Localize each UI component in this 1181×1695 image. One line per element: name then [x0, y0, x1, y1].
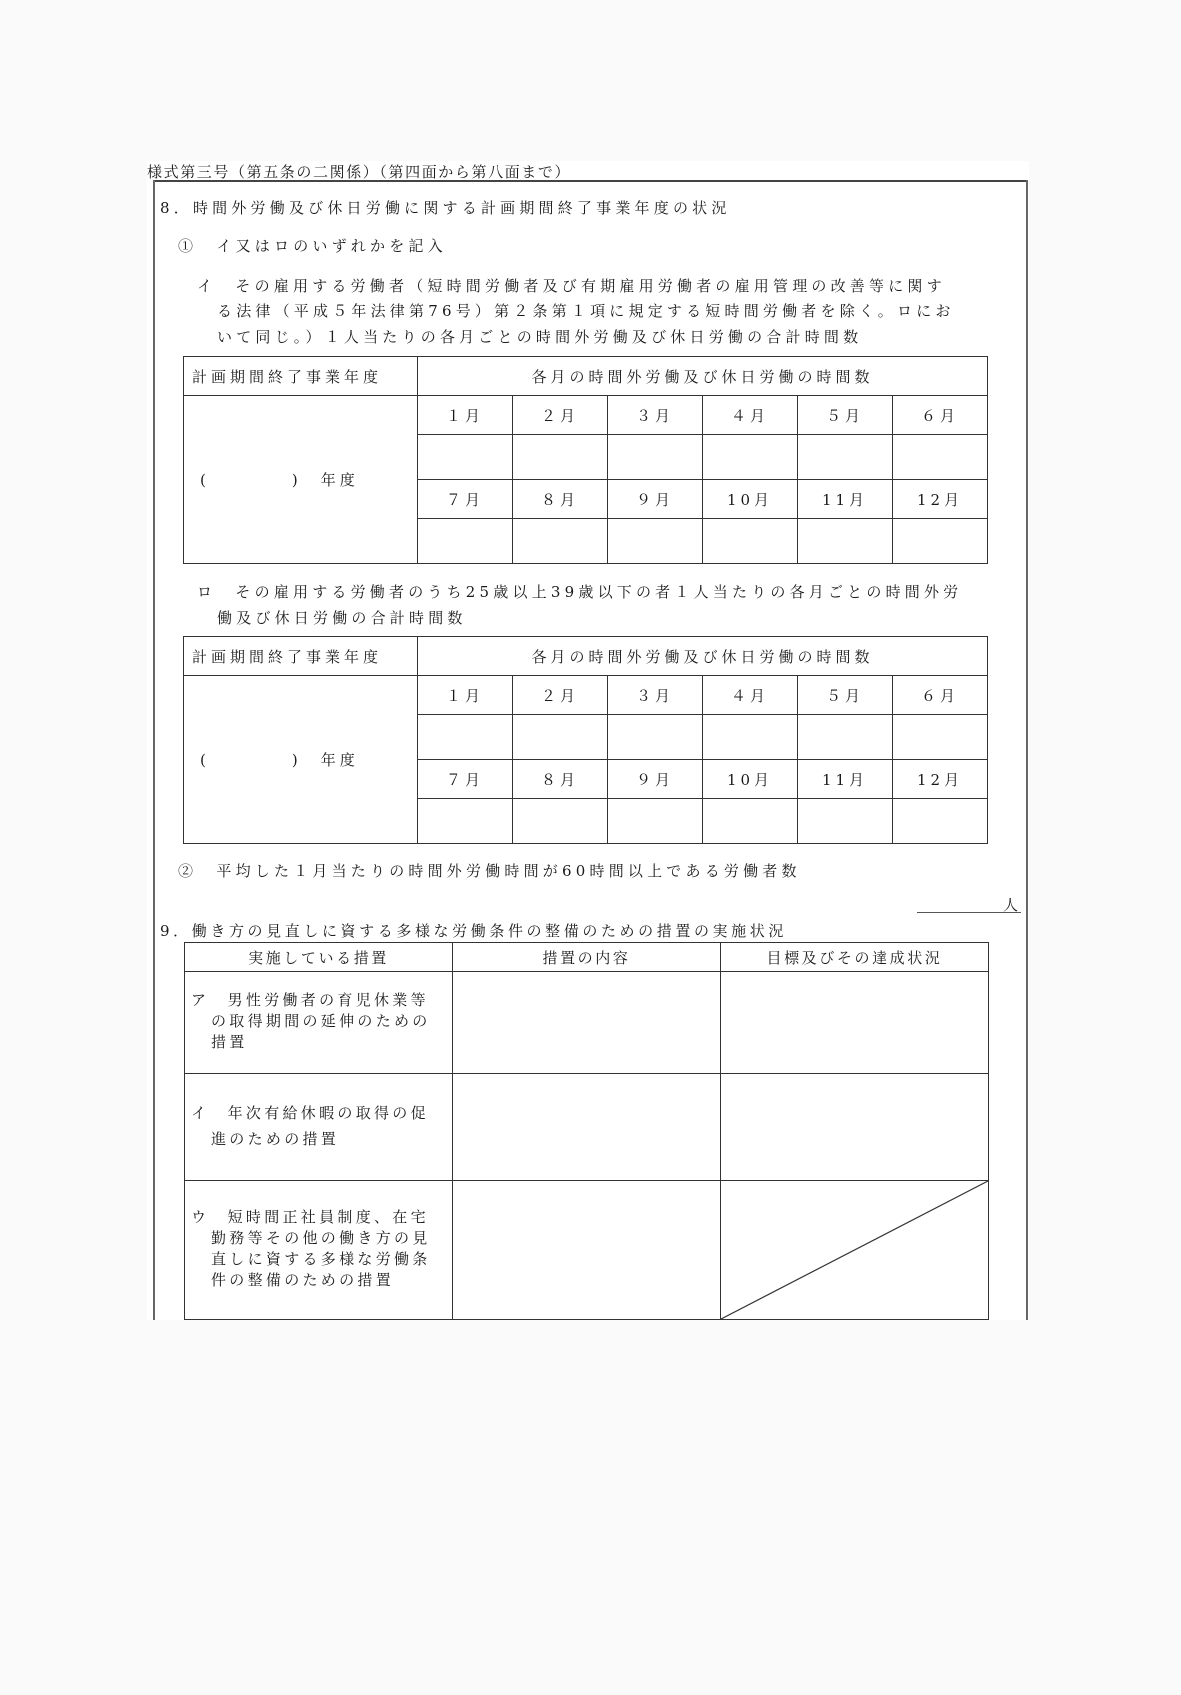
goal-status-not-applicable	[721, 1181, 989, 1320]
section8-title: 8．時間外労働及び休日労働に関する計画期間終了事業年度の状況	[160, 199, 731, 217]
hours-input-sep[interactable]	[608, 799, 703, 844]
section8-item1-label: ① イ又はロのいずれかを記入	[178, 237, 447, 255]
month-label: ８月	[513, 760, 608, 799]
table-row	[185, 1181, 989, 1320]
diagonal-strike-icon	[721, 1181, 988, 1319]
hours-input-jul[interactable]	[418, 799, 513, 844]
hours-input-dec[interactable]	[893, 799, 988, 844]
hours-input-nov[interactable]	[798, 799, 893, 844]
month-label: ４月	[703, 396, 798, 435]
measure-label-a: ア 男性労働者の育児休業等 の取得期間の延伸のための 措置	[185, 972, 453, 1074]
hours-input-jun[interactable]	[893, 715, 988, 760]
hours-input-may[interactable]	[798, 435, 893, 480]
measure-header: 実施している措置	[185, 943, 453, 972]
hours-input-sep[interactable]	[608, 519, 703, 564]
month-label: ６月	[893, 396, 988, 435]
goal-status-input[interactable]	[721, 972, 989, 1074]
measures-table	[184, 942, 989, 1320]
month-label: ９月	[608, 760, 703, 799]
hours-input-mar[interactable]	[608, 435, 703, 480]
measure-content-input[interactable]	[453, 1074, 721, 1181]
month-label: ８月	[513, 480, 608, 519]
fiscal-year-field[interactable]: ( ) 年度	[184, 676, 418, 844]
section8-item2-label: ② 平均した１月当たりの時間外労働時間が60時間以上である労働者数	[178, 862, 801, 880]
monthly-hours-header: 各月の時間外労働及び休日労働の時間数	[418, 357, 988, 396]
section9-title: 9．働き方の見直しに資する多様な労働条件の整備のための措置の実施状況	[160, 922, 787, 940]
hours-input-oct[interactable]	[703, 799, 798, 844]
hours-input-aug[interactable]	[513, 519, 608, 564]
hours-input-dec[interactable]	[893, 519, 988, 564]
content-header: 措置の内容	[453, 943, 721, 972]
hours-input-aug[interactable]	[513, 799, 608, 844]
measure-label-u: ウ 短時間正社員制度、在宅 勤務等その他の働き方の見 直しに資する多様な労働条 件の整備のための措置	[185, 1181, 453, 1320]
month-label: 12月	[893, 480, 988, 519]
fiscal-year-header: 計画期間終了事業年度	[184, 637, 418, 676]
goal-status-input[interactable]	[721, 1074, 989, 1181]
hours-input-apr[interactable]	[703, 435, 798, 480]
table-row	[185, 972, 989, 1074]
worker-count-unit: 人	[1003, 896, 1019, 914]
month-label: ７月	[418, 760, 513, 799]
measure-label-i: イ 年次有給休暇の取得の促 進のための措置	[185, 1074, 453, 1181]
month-label: １月	[418, 396, 513, 435]
hours-input-feb[interactable]	[513, 715, 608, 760]
month-label: ４月	[703, 676, 798, 715]
fiscal-year-field[interactable]: ( ) 年度	[184, 396, 418, 564]
month-label: ５月	[798, 396, 893, 435]
month-label: ６月	[893, 676, 988, 715]
month-label: 12月	[893, 760, 988, 799]
fiscal-year-header: 計画期間終了事業年度	[184, 357, 418, 396]
frame-border-top	[153, 180, 1028, 182]
hours-input-feb[interactable]	[513, 435, 608, 480]
table-row	[185, 1074, 989, 1181]
overtime-table-i	[183, 356, 988, 564]
frame-border-right	[1026, 180, 1028, 1320]
hours-input-jan[interactable]	[418, 715, 513, 760]
measure-content-input[interactable]	[453, 1181, 721, 1320]
overtime-table-ro	[183, 636, 988, 844]
goal-header: 目標及びその達成状況	[721, 943, 989, 972]
month-label: ３月	[608, 396, 703, 435]
month-label: ２月	[513, 676, 608, 715]
month-label: ９月	[608, 480, 703, 519]
form-identifier: 様式第三号（第五条の二関係）（第四面から第八面まで）	[147, 163, 572, 181]
month-label: ２月	[513, 396, 608, 435]
hours-input-jul[interactable]	[418, 519, 513, 564]
month-label: ３月	[608, 676, 703, 715]
month-label: ５月	[798, 676, 893, 715]
hours-input-mar[interactable]	[608, 715, 703, 760]
frame-border-left	[153, 180, 155, 1320]
hours-input-jan[interactable]	[418, 435, 513, 480]
month-label: 10月	[703, 480, 798, 519]
month-label: １月	[418, 676, 513, 715]
hours-input-may[interactable]	[798, 715, 893, 760]
hours-input-jun[interactable]	[893, 435, 988, 480]
hours-input-nov[interactable]	[798, 519, 893, 564]
measure-content-input[interactable]	[453, 972, 721, 1074]
hours-input-apr[interactable]	[703, 715, 798, 760]
month-label: 10月	[703, 760, 798, 799]
monthly-hours-header: 各月の時間外労働及び休日労働の時間数	[418, 637, 988, 676]
month-label: 11月	[798, 480, 893, 519]
month-label: 11月	[798, 760, 893, 799]
hours-input-oct[interactable]	[703, 519, 798, 564]
month-label: ７月	[418, 480, 513, 519]
